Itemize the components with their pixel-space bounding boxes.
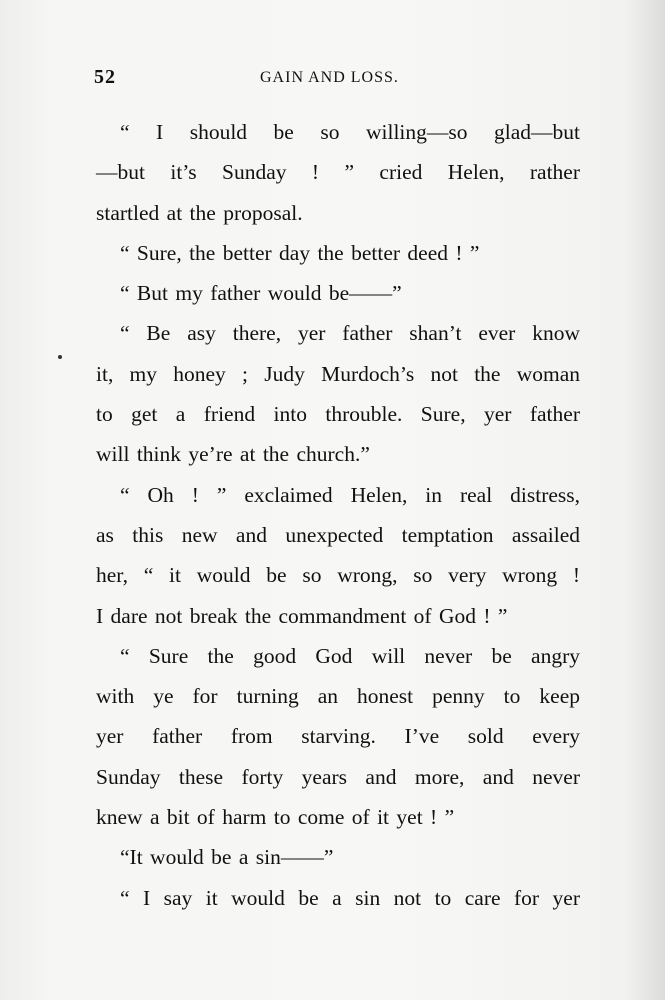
text-line: her, “ it would be so wrong, so very wrong ! [96, 563, 580, 588]
text-line: “ I should be so willing—so glad—but [120, 120, 580, 144]
text-line: as this new and unexpected temptation assailed [96, 522, 580, 547]
running-head: GAIN AND LOSS. [260, 69, 399, 86]
text-line: will think ye’re at the church.” [96, 442, 370, 467]
text-line: “ Sure the good God will never be angry [120, 643, 580, 668]
text-line: with ye for turning an honest penny to keep [96, 684, 580, 709]
body-text [96, 112, 580, 918]
text-line: “ But my father would be——” [120, 281, 402, 306]
text-line: “ Sure, the better day the better deed ! ” [120, 240, 480, 265]
text-line: “ Oh ! ” exclaimed Helen, in real distress, [120, 482, 580, 507]
text-line: Sunday these forty years and more, and never [96, 764, 580, 789]
page-number: 52 [94, 66, 116, 88]
text-line: “ Be asy there, yer father shan’t ever know [120, 321, 580, 346]
text-line: yer father from starving. I’ve sold every [96, 724, 580, 749]
text-line: “It would be a sin——” [120, 845, 334, 870]
text-line: —but it’s Sunday ! ” cried Helen, rather [96, 160, 580, 185]
ink-speck [58, 355, 62, 359]
text-line: “ I say it would be a sin not to care for yer [120, 885, 580, 910]
text-line: knew a bit of harm to come of it yet ! ” [96, 805, 455, 830]
text-line: it, my honey ; Judy Murdoch’s not the woman [96, 361, 580, 386]
text-line: I dare not break the commandment of God ! ” [96, 603, 508, 628]
text-line: to get a friend into throuble. Sure, yer father [96, 402, 580, 427]
page-header [94, 66, 582, 96]
text-line: startled at the proposal. [96, 200, 303, 225]
